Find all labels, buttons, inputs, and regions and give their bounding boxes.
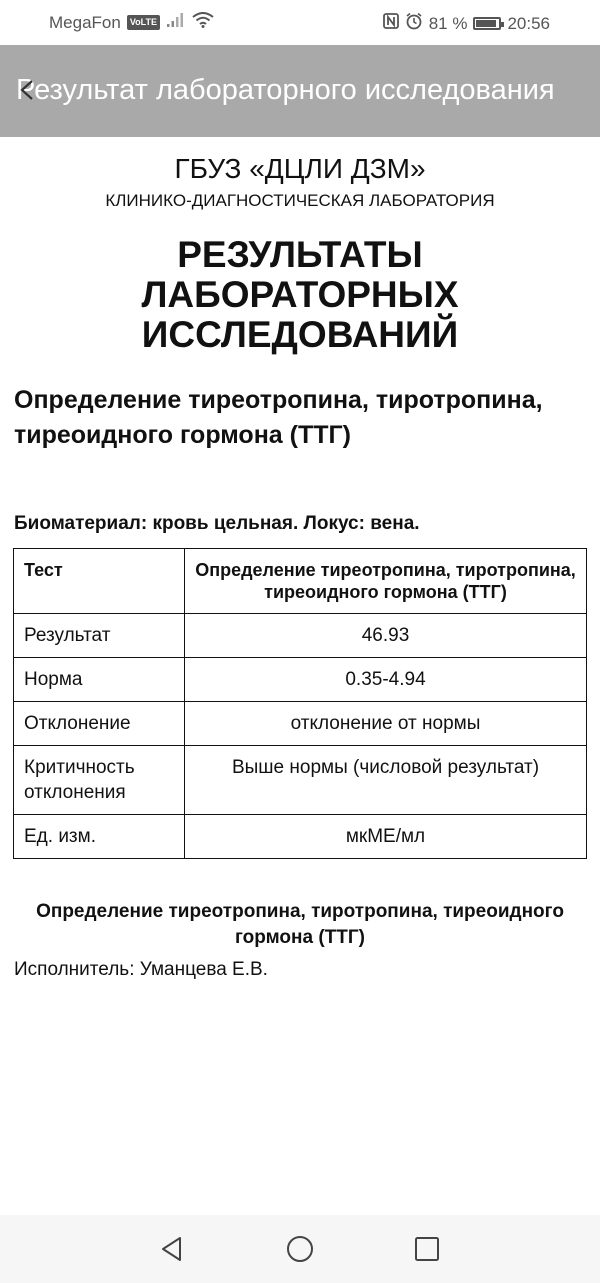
row-value: Выше нормы (числовой результат) [185,746,587,815]
clock: 20:56 [507,13,550,33]
table-row [14,614,587,658]
table-row [14,746,587,815]
table-row [14,658,587,702]
battery-percent: 81 % [428,13,468,33]
volte-badge: VoLTE [127,15,160,30]
nav-back-icon[interactable] [156,1233,188,1265]
signal-icon [166,12,186,33]
table-header-label: Тест [14,549,185,614]
nav-recents-icon[interactable] [411,1233,443,1265]
row-value: 0.35-4.94 [185,658,587,702]
document-title: РЕЗУЛЬТАТЫ ЛАБОРАТОРНЫХ ИССЛЕДОВАНИЙ [141,234,459,355]
results-table [13,548,587,859]
table-row [14,815,587,859]
back-arrow-icon[interactable] [16,78,40,102]
app-bar [0,45,600,137]
navigation-bar [0,1215,600,1283]
performer: Исполнитель: Уманцева Е.В. [14,959,268,980]
biomaterial-line: Биоматериал: кровь цельная. Локус: вена. [14,513,420,534]
alarm-icon [405,12,423,35]
test-heading: Определение тиреотропина, тиротропина, тиреоидного гормона (ТТГ) [14,386,543,449]
nav-home-icon[interactable] [284,1233,316,1265]
row-label: Норма [14,658,185,702]
table-row [14,702,587,746]
page-title: Результат лабораторного исследования [16,74,555,106]
row-value: мкМЕ/мл [185,815,587,859]
org-subtitle: КЛИНИКО-ДИАГНОСТИЧЕСКАЯ ЛАБОРАТОРИЯ [105,191,495,210]
row-label: Результат [14,614,185,658]
row-value: отклонение от нормы [185,702,587,746]
row-value: 46.93 [185,614,587,658]
table-header-value: Определение тиреотропина, тиротропина, тиреоидного гормона (ТТГ) [185,549,587,614]
battery-icon [473,17,501,30]
nfc-icon [383,13,399,34]
org-name: ГБУЗ «ДЦЛИ ДЗМ» [174,153,426,184]
row-label: Критичность отклонения [14,746,185,815]
status-bar [0,0,600,45]
wifi-icon [192,12,214,33]
footer-test-name: Определение тиреотропина, тиротропина, тиреоидного гормона (ТТГ) [36,901,564,948]
row-label: Отклонение [14,702,185,746]
table-header-row [14,549,587,614]
row-label: Ед. изм. [14,815,185,859]
carrier-name: MegaFon [49,12,121,32]
